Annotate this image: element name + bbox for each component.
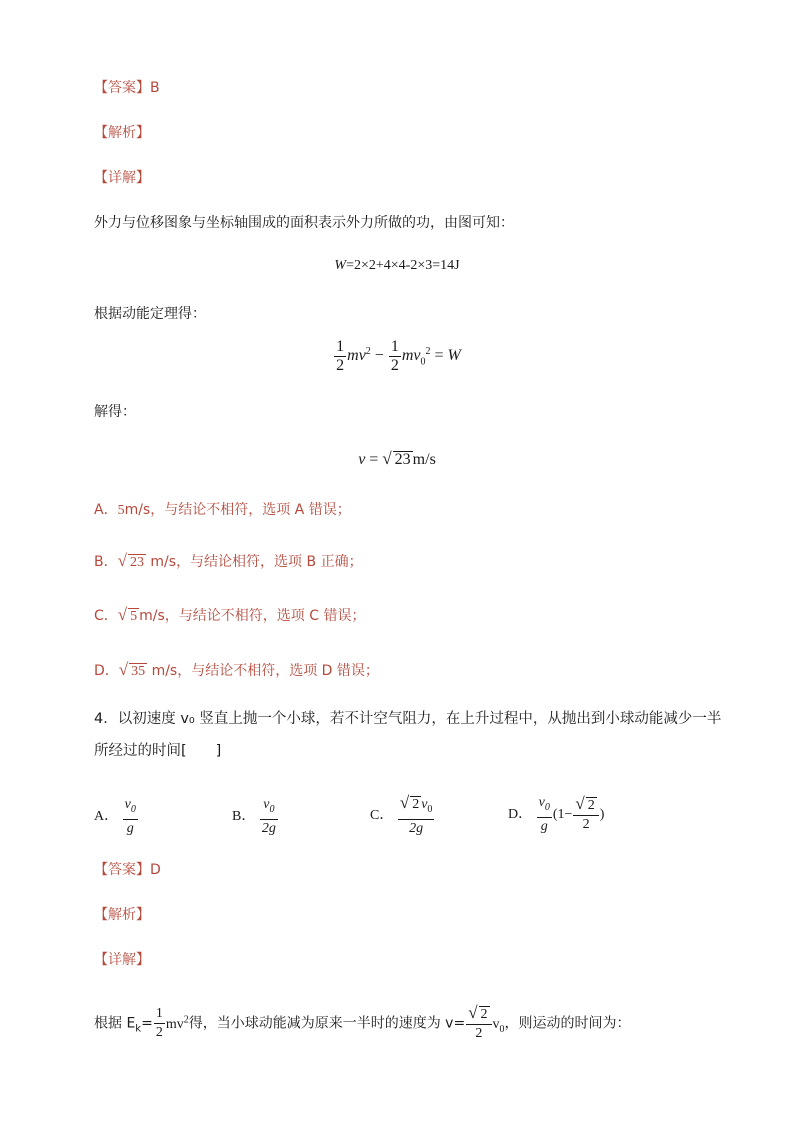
work-variable: W [334, 258, 347, 273]
choice-a: A． $\frac{v_0}{g}$ [94, 797, 136, 836]
question-4-line-2: 所经过的时间[ ] [94, 743, 222, 759]
analysis-tag: 【解析】 [94, 125, 150, 141]
sqrt-35-d: 35 [131, 664, 146, 679]
answer-value-2: D [150, 862, 161, 878]
fraction-half: $\frac{1}{2}$ [390, 338, 399, 374]
equation-kinetic: $\frac{1}{2}$ $mv^2$ − $\frac{1}{2}$ $mv_0^2 = W$ [336, 338, 461, 374]
choice-d: D． $\frac{v_0}{g}$ (1− $\frac{√ 2}{2}$ ) [508, 794, 605, 834]
answer-value: B [150, 80, 160, 96]
option-review-b: B．√ 23 m/s，与结论相符，选项 B 正确； [94, 551, 363, 570]
paragraph-work: 外力与位移图象与坐标轴围成的面积表示外力所做的功，由图可知： [94, 215, 514, 231]
sqrt-23: 23 [394, 451, 411, 468]
option-review-d: D．√ 35 m/s，与结论不相符，选项 D 错误； [94, 660, 379, 679]
equation-work [0, 258, 794, 274]
option-a-value: 5 [117, 503, 125, 518]
answer-tag-2: 【答案】 [94, 862, 150, 878]
detail-tag-2: 【详解】 [94, 952, 150, 968]
detail-tag: 【详解】 [94, 170, 150, 186]
sqrt-5-c: 5 [130, 609, 138, 624]
option-review-c: C．√ 5 m/s，与结论不相符，选项 C 错误； [94, 605, 366, 624]
sqrt-23-b: 23 [129, 555, 144, 570]
analysis-tag-2: 【解析】 [94, 907, 150, 923]
choice-c: C． $\frac{√ 2 v_0}{2g}$ [370, 793, 433, 836]
choice-b: B． $\frac{v_0}{2g}$ [232, 797, 276, 836]
work-expression: =2×2+4×4-2×3=14J [346, 258, 460, 273]
paragraph-theorem: 根据动能定理得： [94, 306, 206, 322]
answer-line-2 [94, 860, 161, 880]
paragraph-final: 根据 $E_k=$ $\frac{1}{2}$ $mv^2$得，当小球动能减为原来一半时的速度为 v= $\frac{√ 2}{2}$ $v_0$，则运动的时间为： [94, 1003, 631, 1041]
answer-tag: 【答案】 [94, 80, 150, 96]
paragraph-solve: 解得： [94, 404, 136, 420]
option-review-a: A．5m/s，与结论不相符，选项 A 错误； [94, 502, 351, 518]
velocity-unit: m/s [412, 451, 436, 468]
fraction-half: $\frac{1}{2}$ [336, 338, 345, 374]
equation-velocity: v = √ 23 m/s [358, 449, 436, 468]
question-4-line-1: 4．以初速度 v₀ 竖直上抛一个小球，若不计空气阻力，在上升过程中，从抛出到小球动能减少一半 [94, 711, 722, 727]
answer-line-1 [94, 78, 160, 98]
